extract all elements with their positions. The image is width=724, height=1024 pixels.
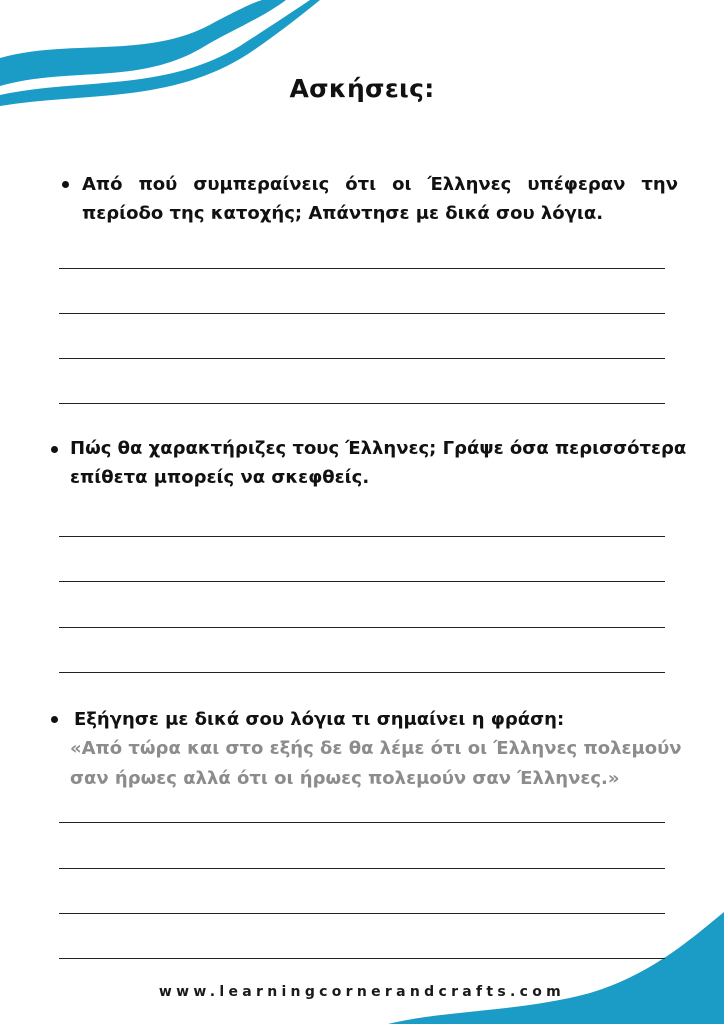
answer-line [59, 581, 665, 582]
answer-line [59, 672, 665, 673]
bullet-3 [51, 716, 58, 723]
answer-line [59, 868, 665, 869]
answer-line [59, 536, 665, 537]
footer-website: www.learningcornerandcrafts.com [158, 984, 566, 1000]
answer-line [59, 913, 665, 914]
answer-line [59, 403, 665, 404]
answer-line [59, 268, 665, 269]
answer-line [59, 822, 665, 823]
quote-text: «Από τώρα και στο εξής δε θα λέμε ότι οι Έλληνες πολεμούν σαν ήρωες αλλά ότι οι ήρωες πολεμούν σαν Έλληνες.» [70, 738, 682, 789]
answer-line [59, 358, 665, 359]
answer-line [59, 313, 665, 314]
page-title: Ασκήσεις: [289, 74, 435, 103]
bullet-1 [62, 181, 69, 188]
answer-line [59, 627, 665, 628]
question-3: Εξήγησε με δικά σου λόγια τι σημαίνει η φράση: [74, 709, 565, 730]
bullet-2 [51, 446, 58, 453]
answer-line [59, 958, 665, 959]
question-2: Πώς θα χαρακτήριζες τους Έλληνες; Γράψε όσα περισσότερα επίθετα μπορείς να σκεφθείς. [70, 438, 687, 488]
question-1: Από πού συμπεραίνεις ότι οι Έλληνες υπέφεραν την περίοδο της κατοχής; Απάντησε με δικά σου λόγια. [82, 174, 678, 224]
